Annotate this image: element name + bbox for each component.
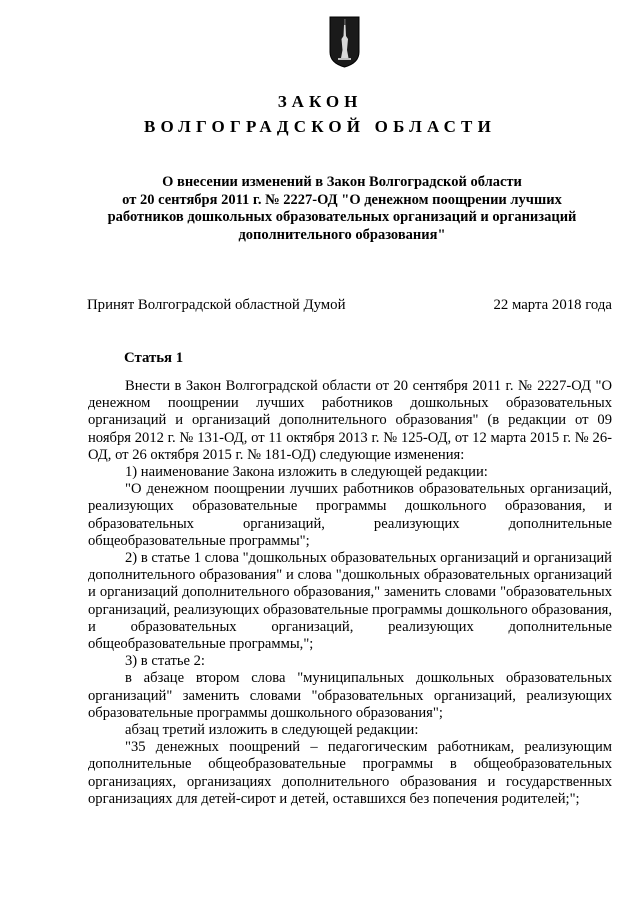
- article-paragraph: 2) в статье 1 слова "дошкольных образовательных организаций и организаций дополнительного образования" и слова "дошкольных образовательных организаций и организаций дополнительного образования," заменить словами "образовательных организаций, реализующих образовательные программы дошкольного образования, и образовательных организаций, реализующих дополнительные общеобразовательные программы,";: [88, 550, 612, 653]
- article-body: [88, 378, 612, 808]
- article-paragraph: 1) наименование Закона изложить в следующей редакции:: [125, 464, 488, 481]
- volgograd-coat-of-arms-icon: [329, 16, 360, 68]
- adoption-line: [87, 296, 612, 314]
- article-paragraph: "О денежном поощрении лучших работников образовательных организаций, реализующих образовательные программы дошкольного образования, и образовательных организаций, реализующих дополнительные общеобразовательные программы";: [88, 481, 612, 549]
- article-paragraph: 3) в статье 2:: [125, 653, 205, 670]
- law-title: ЗАКОН: [277, 92, 363, 111]
- subtitle-line: О внесении изменений в Закон Волгоградской области: [162, 174, 522, 190]
- article-paragraph: "35 денежных поощрений – педагогическим работникам, реализующим дополнительные общеобразовательные программы в общеобразовательных организациях, организациях дополнительного образования и государственных организациях для детей-сирот и детей, оставшихся без попечения родителей;";: [88, 739, 612, 807]
- article-paragraph: абзац третий изложить в следующей редакции:: [125, 722, 419, 739]
- subtitle-line: дополнительного образования": [238, 226, 446, 243]
- article-heading: Статья 1: [124, 350, 184, 366]
- region-title: ВОЛГОГРАДСКОЙ ОБЛАСТИ: [143, 117, 497, 136]
- article-paragraph: Внести в Закон Волгоградской области от 20 сентября 2011 г. № 2227-ОД "О денежном поощрении лучших работников дошкольных образовательных организаций и организаций дополнительного образования" (в редакции от 09 ноября 2012 г. № 131-ОД, от 11 октября 2013 г. № 125-ОД, от 12 марта 2015 г. № 26-ОД, от 26 октября 2015 г. № 181-ОД) следующие изменения:: [88, 378, 612, 463]
- subtitle-line: работников дошкольных образовательных организаций и организаций: [107, 209, 577, 225]
- adoption-label: Принят Волгоградской областной Думой: [87, 297, 346, 313]
- document-subtitle: [92, 174, 592, 244]
- article-paragraph: в абзаце втором слова "муниципальных дошкольных образовательных организаций" заменить словами "образовательных организаций, реализующих образовательные программы дошкольного образования";: [88, 670, 612, 721]
- adoption-date: 22 марта 2018 года: [493, 297, 612, 313]
- subtitle-line: от 20 сентября 2011 г. № 2227-ОД "О денежном поощрении лучших: [122, 191, 562, 208]
